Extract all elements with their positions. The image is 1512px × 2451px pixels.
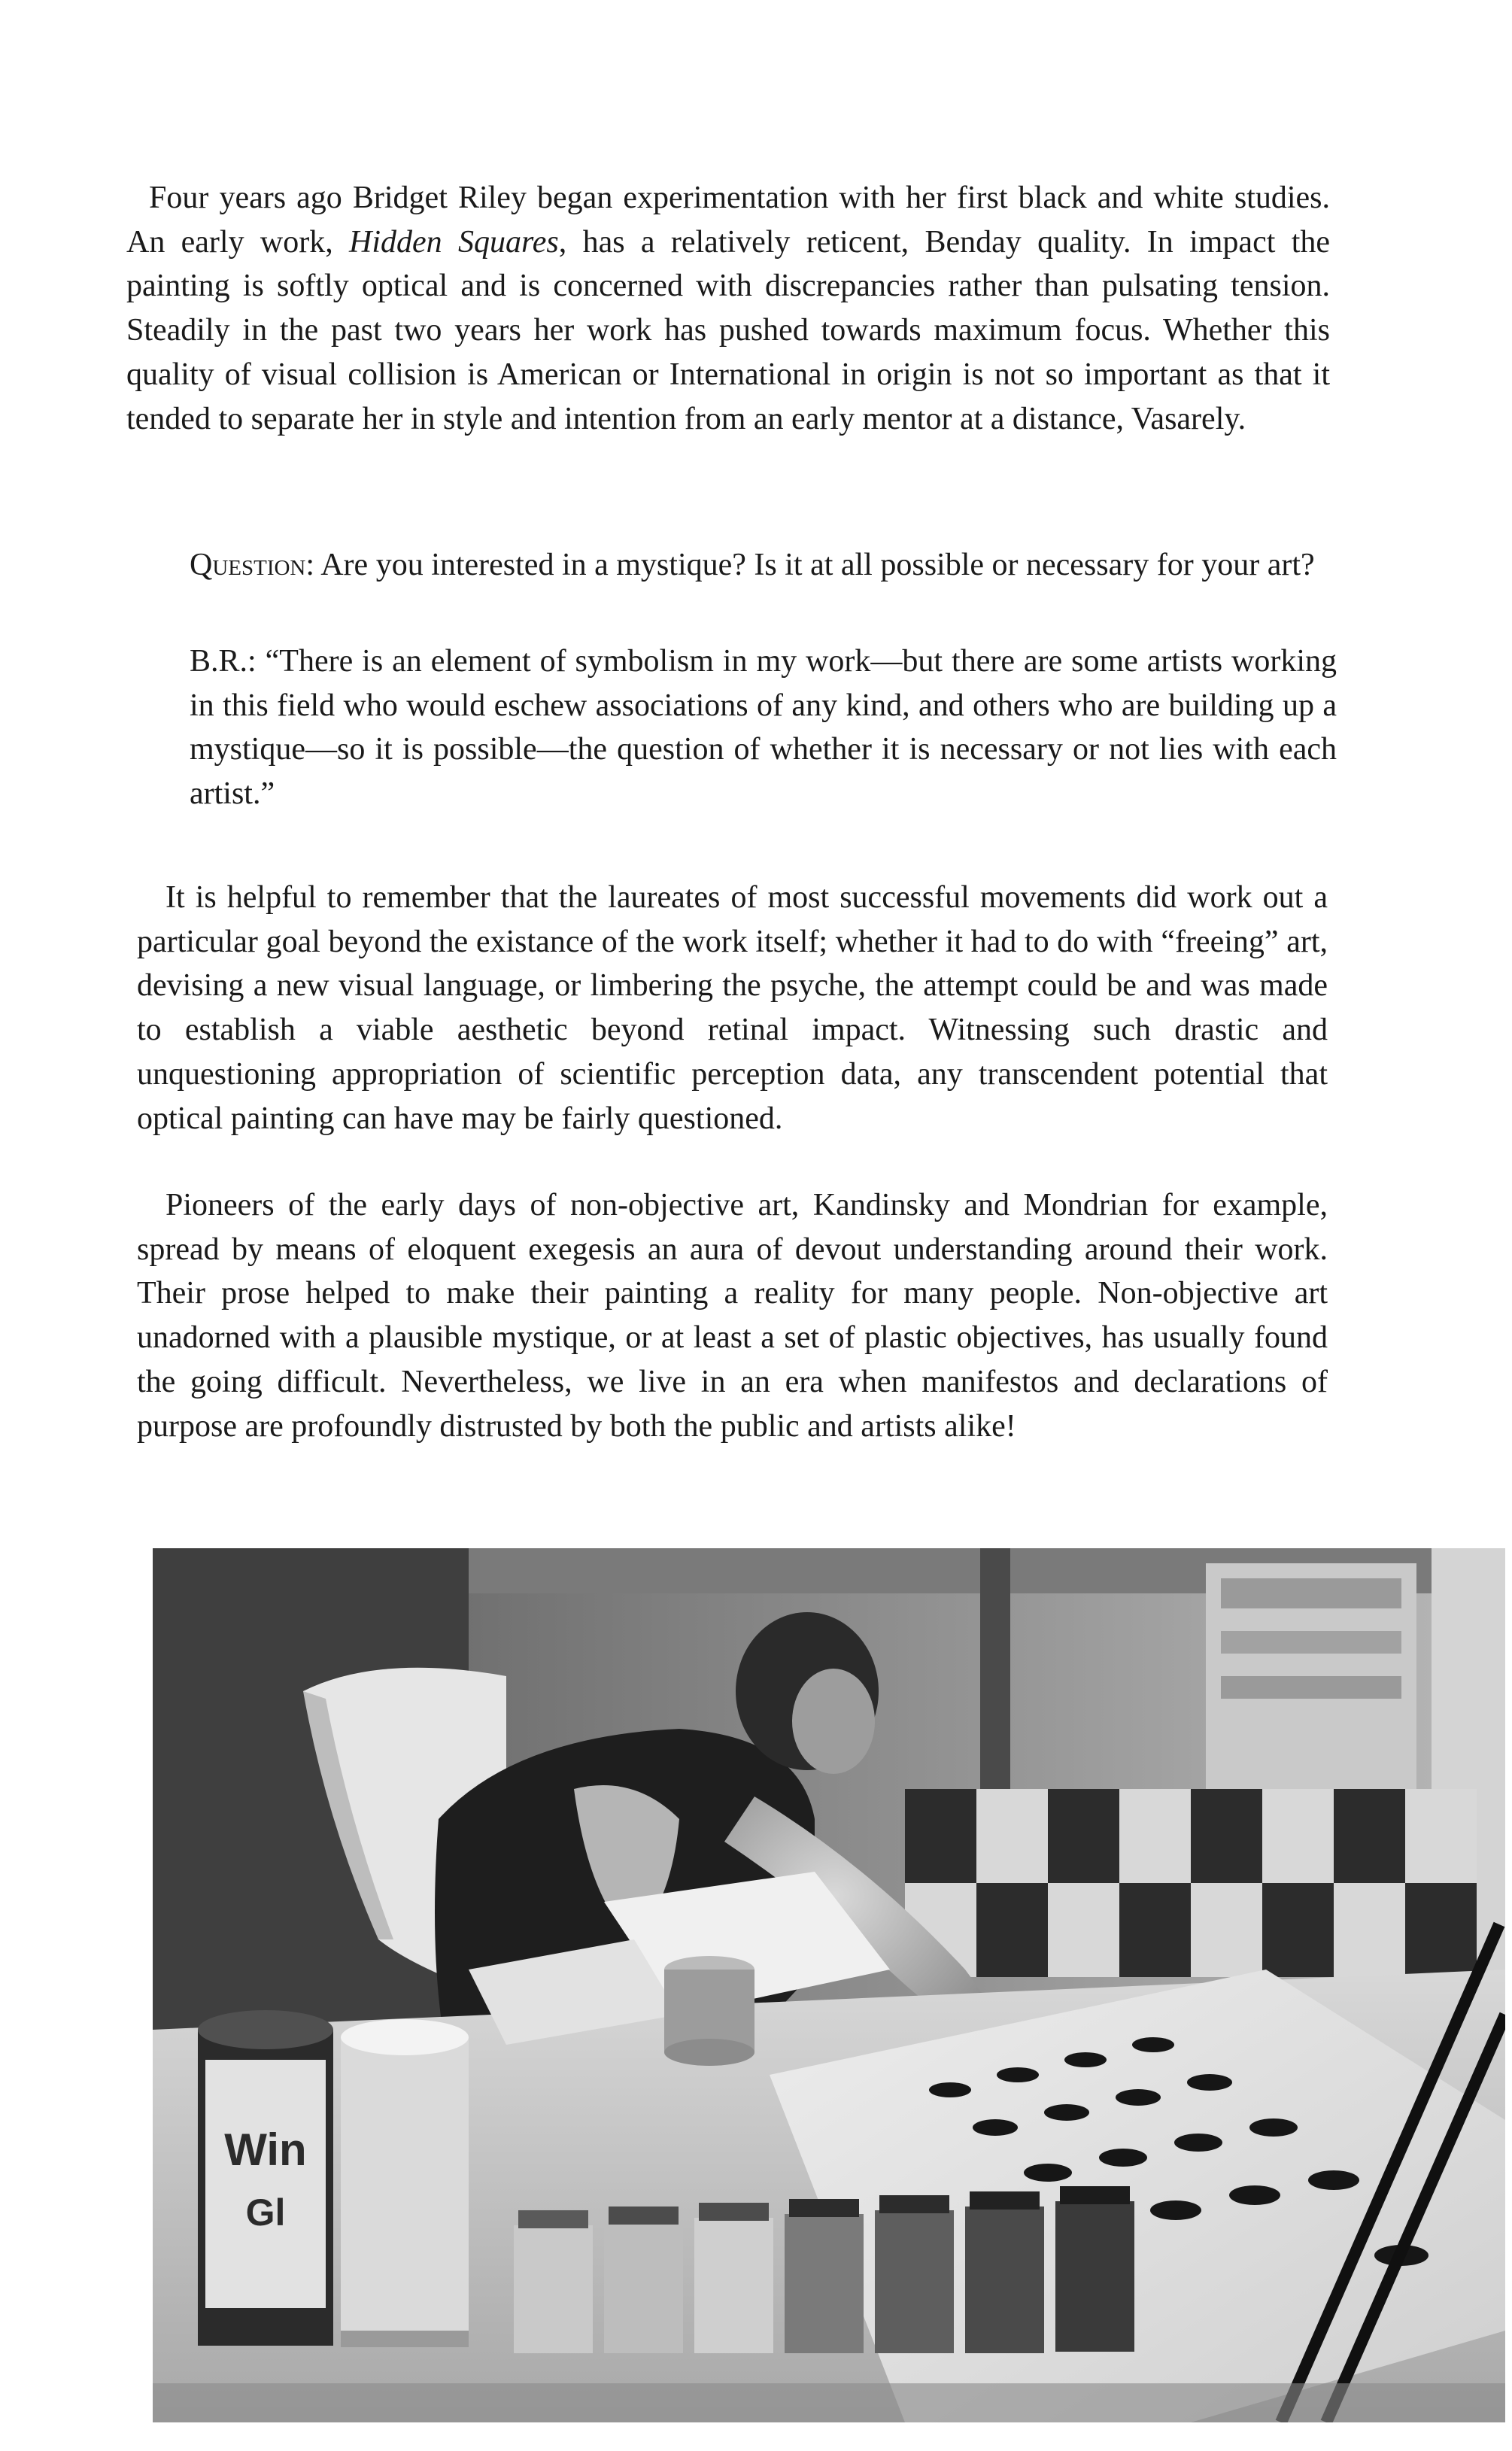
question-label: Question: <box>190 548 315 582</box>
interview-answer <box>190 639 1337 816</box>
checkered-painting <box>905 1789 1477 1977</box>
answer-text: “There is an element of symbolism in my work—but there are some artists working in this field who would eschew associations of any kind, and others who are building up a mystique—so it is possible—the question of whether it is necessary or not lies with each artist.” <box>190 644 1337 812</box>
paint-tin-label-1: Win <box>224 2125 307 2175</box>
body-paragraph-1: It is helpful to remember that the laureates of most successful movements did work out a particular goal beyond the existance of the work itself; whether it had to do with “freeing” art, devising a new visual language, or limbering the psyche, the attempt could be and was made to establish a viable aesthetic beyond retinal impact. Witnessing such drastic and unquestioning appropriation of scientific perception data, any transcendent potential that optical painting can have may be fairly questioned. <box>137 880 1328 1136</box>
studio-photograph <box>153 1548 1505 2422</box>
paint-tin-label-2: Gl <box>245 2191 286 2234</box>
question-text: Are you interested in a mystique? Is it at all possible or necessary for your art? <box>314 548 1315 582</box>
paint-tins <box>198 2010 469 2347</box>
painting-title: Hidden Squares <box>349 224 559 260</box>
intro-text-start: Four years ago Bridget Riley began experimentation with her first black and white studies. An early work, <box>126 181 1330 260</box>
intro-paragraph <box>126 176 1330 441</box>
body-paragraph-2: Pioneers of the early days of non-objective art, Kandinsky and Mondrian for example, spread by means of eloquent exegesis an aura of devout understanding around their work. Their prose helped to make their painting a reality for many people. Non-objective art unadorned with a plausible mystique, or at least a set of plastic objectives, has usually found the going difficult. Nevertheless, we live in an era when manifestos and declarations of purpose are profoundly distrusted by both the public and artists alike! <box>137 1188 1328 1444</box>
intro-text-end: , has a relatively reticent, Benday quality. In impact the painting is softly optical and is concerned with discrepancies rather than pulsating tension. Steadily in the past two years her work has pushed towards maximum focus. Whether this quality of visual collision is American or International in origin is not so important as that it tended to separate her in style and intention from an early mentor at a distance, Vasarely. <box>126 224 1331 436</box>
answer-label: B.R.: <box>190 644 257 679</box>
interview-question <box>190 543 1337 588</box>
